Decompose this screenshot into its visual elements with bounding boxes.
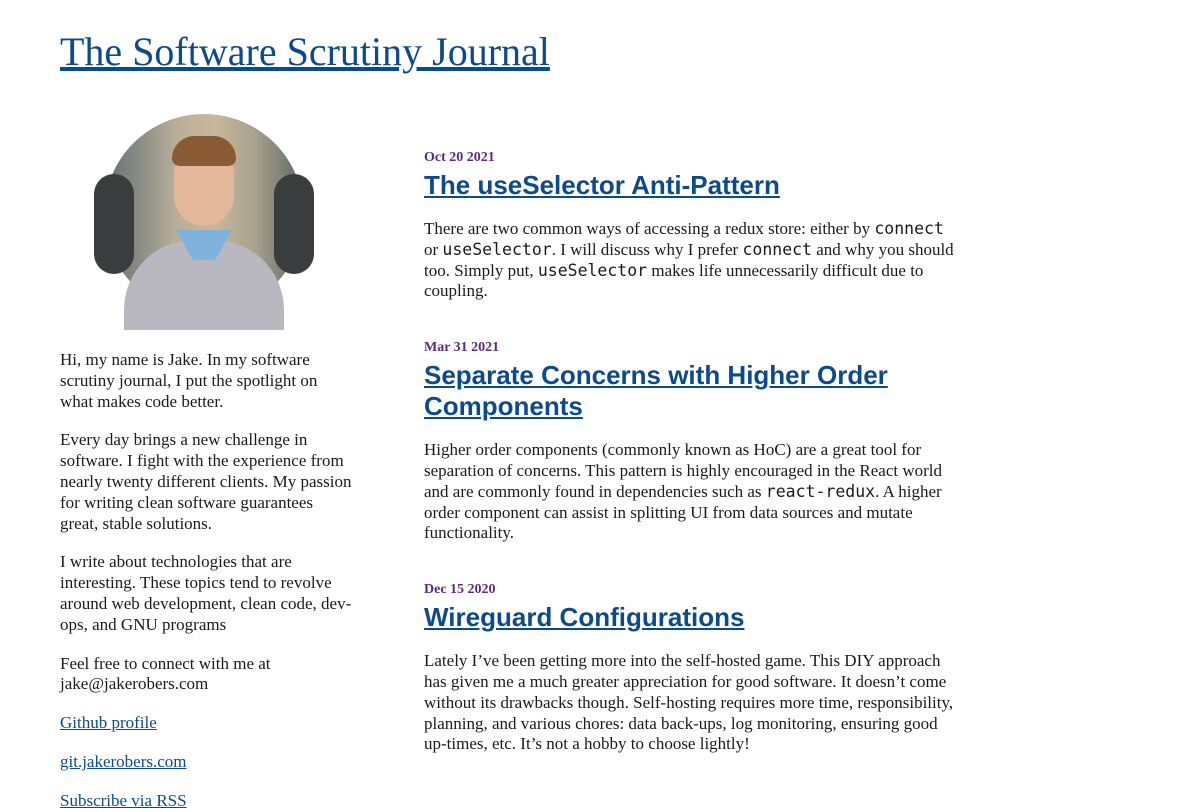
avatar [104, 114, 304, 314]
excerpt-code: connect [742, 239, 812, 259]
contact-paragraph: Feel free to connect with me at jake@jakerobers.com [60, 653, 271, 694]
post-date: Mar 31 2021 [424, 340, 500, 356]
github-profile-link[interactable]: Github profile [60, 713, 157, 733]
post-title-link[interactable]: Separate Concerns with Higher Order Components [424, 360, 888, 422]
site-title [60, 28, 550, 76]
post-date: Oct 20 2021 [424, 150, 495, 165]
rss-link-line [60, 791, 352, 812]
excerpt-code: useSelector [442, 239, 552, 259]
excerpt-text: There are two common ways of accessing a redux store: either by [424, 219, 875, 238]
excerpt-code: useSelector [537, 260, 648, 280]
post-excerpt [424, 219, 960, 302]
post-title [424, 602, 960, 633]
site-title-link[interactable]: The Software Scrutiny Journal [60, 29, 550, 74]
post-item [424, 340, 960, 544]
post-item [424, 582, 960, 755]
excerpt-text: makes life unnecessarily difficult due to coupling. [424, 260, 924, 301]
bio-paragraph: Every day brings a new challenge in software. I fight with the experience from nearly twenty different clients. My passion for writing clean software guarantees great, stable solutions. [60, 430, 352, 533]
github-link-line [60, 713, 352, 734]
post-excerpt [424, 440, 960, 544]
excerpt-code: react-redux [765, 481, 876, 501]
bio-paragraph: Hi, my name is Jake. In my software scrutiny journal, I put the spotlight on what makes code better. [60, 350, 318, 411]
excerpt-text: or [424, 239, 443, 259]
post-item [424, 150, 960, 302]
git-server-link[interactable]: git.jakerobers.com [60, 751, 187, 771]
git-link-line [60, 752, 352, 773]
excerpt-code: connect [874, 219, 944, 238]
sidebar [60, 114, 352, 812]
post-title [424, 170, 960, 201]
post-excerpt [424, 651, 960, 755]
rss-subscribe-link[interactable]: Subscribe via RSS [60, 790, 187, 810]
post-list [424, 150, 960, 755]
post-title-link[interactable]: The useSelector Anti-Pattern [424, 170, 780, 200]
excerpt-text: and why you should too. Simply put, [424, 239, 954, 280]
avatar-background-left [94, 174, 134, 274]
excerpt-text: . I will discuss why I prefer [551, 239, 743, 259]
bio-paragraph: I write about technologies that are interesting. These topics tend to revolve around web development, clean code, dev-ops, and GNU programs [60, 552, 352, 634]
post-date: Dec 15 2020 [424, 582, 496, 598]
post-title-link[interactable]: Wireguard Configurations [424, 602, 745, 633]
excerpt-text: Higher order components (commonly known as HoC) are a great tool for separation of concerns. This pattern is highly encouraged in the React world and are commonly found in dependencies such as [424, 440, 943, 501]
excerpt-text: . A higher order component can assist in splitting UI from data sources and mutate functionality. [424, 481, 942, 543]
avatar-background-right [274, 174, 314, 274]
avatar-hair [172, 136, 236, 166]
post-title [424, 360, 960, 422]
excerpt-text: Lately I’ve been getting more into the self-hosted game. This DIY approach has given me a much greater appreciation for good software. It doesn’t come without its drawbacks though. Self-hosting requires more time, responsibility, planning, and various chores: data back-ups, log monitoring, ensuring good up-times, etc. It’s not a hobby to choose lightly! [424, 651, 954, 754]
